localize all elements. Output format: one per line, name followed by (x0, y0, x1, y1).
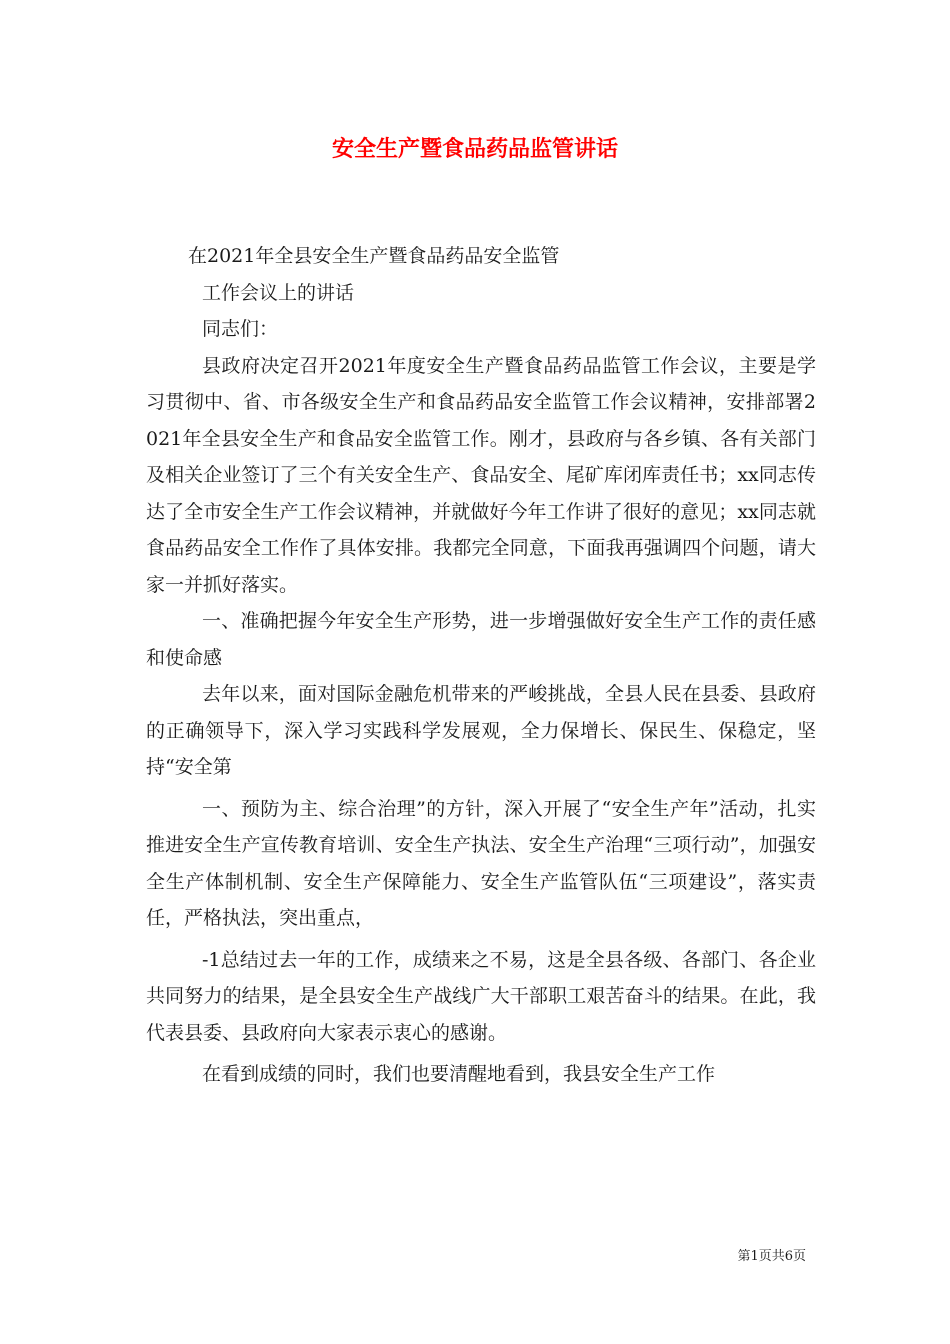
speech-heading-line-1: 在2021年全县安全生产暨食品药品安全监管 (188, 245, 560, 267)
paragraph-last-year: 去年以来，面对国际金融危机带来的严峻挑战，全县人民在县委、县政府的正确领导下，深入学习实践科学发展观，全力保增长、保民生、保稳定，坚持“安全第 (146, 683, 816, 778)
section-heading-1: 一、准确把握今年安全生产形势，进一步增强做好安全生产工作的责任感和使命感 (146, 610, 816, 669)
salutation: 同志们： (202, 318, 279, 340)
paragraph-policy: 一、预防为主、综合治理”的方针，深入开展了“安全生产年”活动，扎实推进安全生产宣传教育培训、安全生产执法、安全生产治理“三项行动”，加强安全生产体制机制、安全生产保障能力、安全生产监管队伍“三项建设”，落实责任，严格执法，突出重点， (146, 797, 816, 929)
page-number: 第1页共6页 (737, 1249, 806, 1264)
document-body (146, 238, 816, 1093)
speech-heading-line-2: 工作会议上的讲话 (202, 281, 355, 304)
paragraph-intro: 县政府决定召开2021年度安全生产暨食品药品监管工作会议，主要是学习贯彻中、省、市各级安全生产和食品药品安全监管工作会议精神，安排部署2021年全县安全生产和食品安全监管工作。刚才，县政府与各乡镇、各有关部门及相关企业签订了三个有关安全生产、食品安全、尾矿库闭库责任书；xx同志传达了全市安全生产工作会议精神，并就做好今年工作讲了很好的意见；xx同志就食品药品安全工作作了具体安排。我都完全同意，下面我再强调四个问题，请大家一并抓好落实。 (146, 354, 816, 596)
document-title: 安全生产暨食品药品监管讲话 (331, 137, 618, 162)
paragraph-summary: -1总结过去一年的工作，成绩来之不易，这是全县各级、各部门、各企业共同努力的结果，是全县安全生产战线广大干部职工艰苦奋斗的结果。在此，我代表县委、县政府向大家表示衷心的感谢。 (146, 948, 816, 1044)
paragraph-outlook: 在看到成绩的同时，我们也要清醒地看到，我县安全生产工作 (202, 1063, 716, 1085)
